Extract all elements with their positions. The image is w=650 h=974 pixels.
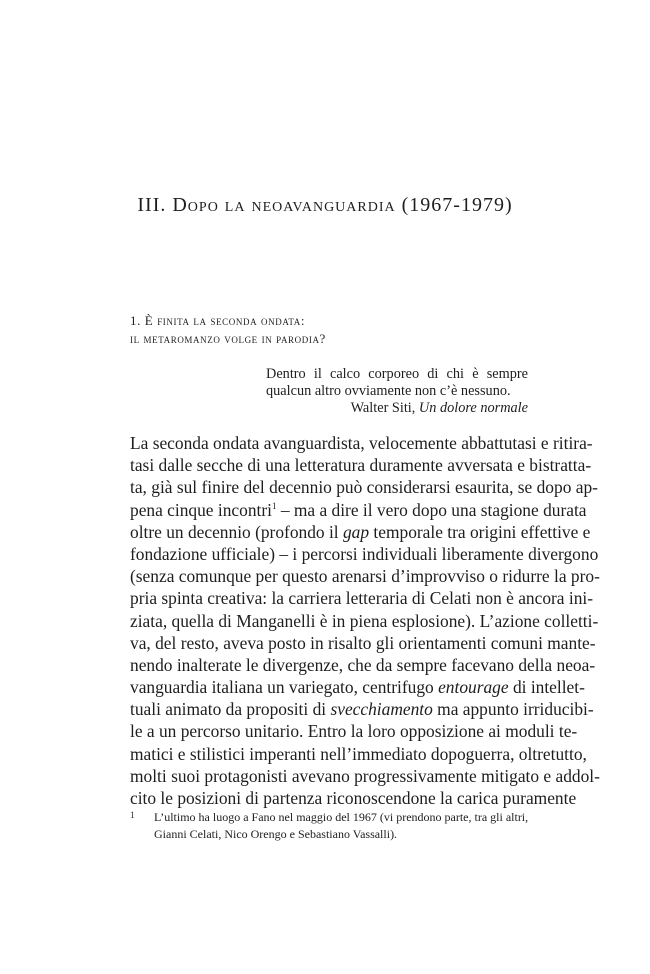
epigraph (266, 366, 528, 417)
body-text-segment: oltre un decennio (profondo il (130, 521, 343, 542)
footnote-reference[interactable]: 1 (271, 500, 277, 511)
body-text-segment: ziata, quella di Manganelli è in piena esplosione). L’azione colletti- (130, 610, 599, 631)
body-line (130, 543, 599, 565)
italic-term: entourage (438, 677, 509, 698)
body-line (130, 720, 578, 742)
body-line (130, 454, 592, 476)
body-line (130, 676, 585, 698)
section-heading-line: 1. È finita la seconda ondata: (130, 313, 306, 328)
body-text-segment: tuali animato da propositi di (130, 699, 331, 720)
body-text-segment: (senza comunque per questo arenarsi d’improvviso o ridurre la pro- (130, 566, 600, 587)
section-heading-line: il metaromanzo volge in parodia? (130, 331, 326, 346)
body-line (130, 565, 600, 587)
body-text-segment: di intellet- (508, 677, 585, 698)
body-text-segment: matici e stilistici imperanti nell’immediato dopoguerra, oltretutto, (130, 743, 587, 764)
epigraph-attribution (266, 400, 528, 417)
body-text-segment: ta, già sul finire del decennio può considerarsi esaurita, se dopo ap- (130, 477, 598, 498)
body-line (130, 632, 596, 654)
body-line (130, 698, 594, 720)
footnote-line: L’ultimo ha luogo a Fano nel maggio del 1967 (vi prendono parte, tra gli altri, (154, 810, 529, 824)
body-line (130, 654, 596, 676)
epigraph-line: Dentro il calco corporeo di chi è sempre (266, 366, 528, 382)
body-text-segment: fondazione ufficiale) – i percorsi individuali liberamente divergono (130, 543, 599, 564)
body-line (130, 743, 587, 765)
body-text-segment: nendo inalterate le divergenze, che da sempre facevano della neoa- (130, 654, 596, 675)
footnote (130, 809, 528, 843)
body-text (130, 432, 600, 809)
epigraph-line: qualcun altro ovviamente non c’è nessuno. (266, 383, 511, 399)
body-text-segment: tasi dalle secche di una letteratura duramente avversata e bistratta- (130, 455, 592, 476)
body-line (130, 587, 594, 609)
body-text-segment: La seconda ondata avanguardista, velocemente abbattutasi e ritira- (130, 433, 593, 453)
section-heading (130, 312, 326, 348)
footnote-mark: 1 (130, 810, 135, 820)
body-line (130, 610, 599, 632)
body-line (130, 476, 598, 498)
body-text-segment: pria spinta creativa: la carriera letteraria di Celati non è ancora ini- (130, 588, 594, 609)
italic-term: svecchiamento (330, 699, 433, 720)
body-text-segment: va, del resto, aveva posto in risalto gli orientamenti comuni mante- (130, 632, 596, 653)
body-line (130, 765, 600, 787)
body-line (130, 432, 593, 454)
footnote-line: Gianni Celati, Nico Orengo e Sebastiano Vassalli). (154, 827, 398, 841)
body-text-segment: le a un percorso unitario. Entro la loro opposizione ai moduli te- (130, 721, 578, 742)
body-line (130, 521, 591, 543)
italic-term: gap (342, 521, 370, 542)
body-line (130, 499, 587, 521)
epigraph-author: Walter Siti, (350, 400, 416, 416)
body-line (130, 787, 577, 809)
epigraph-work: Un dolore normale (418, 400, 528, 416)
body-text-segment: pena cinque incontri (130, 499, 272, 520)
body-text-segment: – ma a dire il vero dopo una stagione durata (276, 499, 587, 520)
body-text-segment: temporale tra origini effettive e (369, 521, 591, 542)
body-text-segment: cito le posizioni di partenza riconoscendone la carica puramente (130, 788, 577, 808)
body-text-segment: molti suoi protagonisti avevano progressivamente mitigato e addol- (130, 765, 600, 786)
chapter-title: III. Dopo la neoavanguardia (1967-1979) (137, 194, 513, 216)
body-text-segment: vanguardia italiana un variegato, centrifugo (130, 677, 439, 698)
body-text-segment: ma appunto irriducibi- (432, 699, 594, 720)
